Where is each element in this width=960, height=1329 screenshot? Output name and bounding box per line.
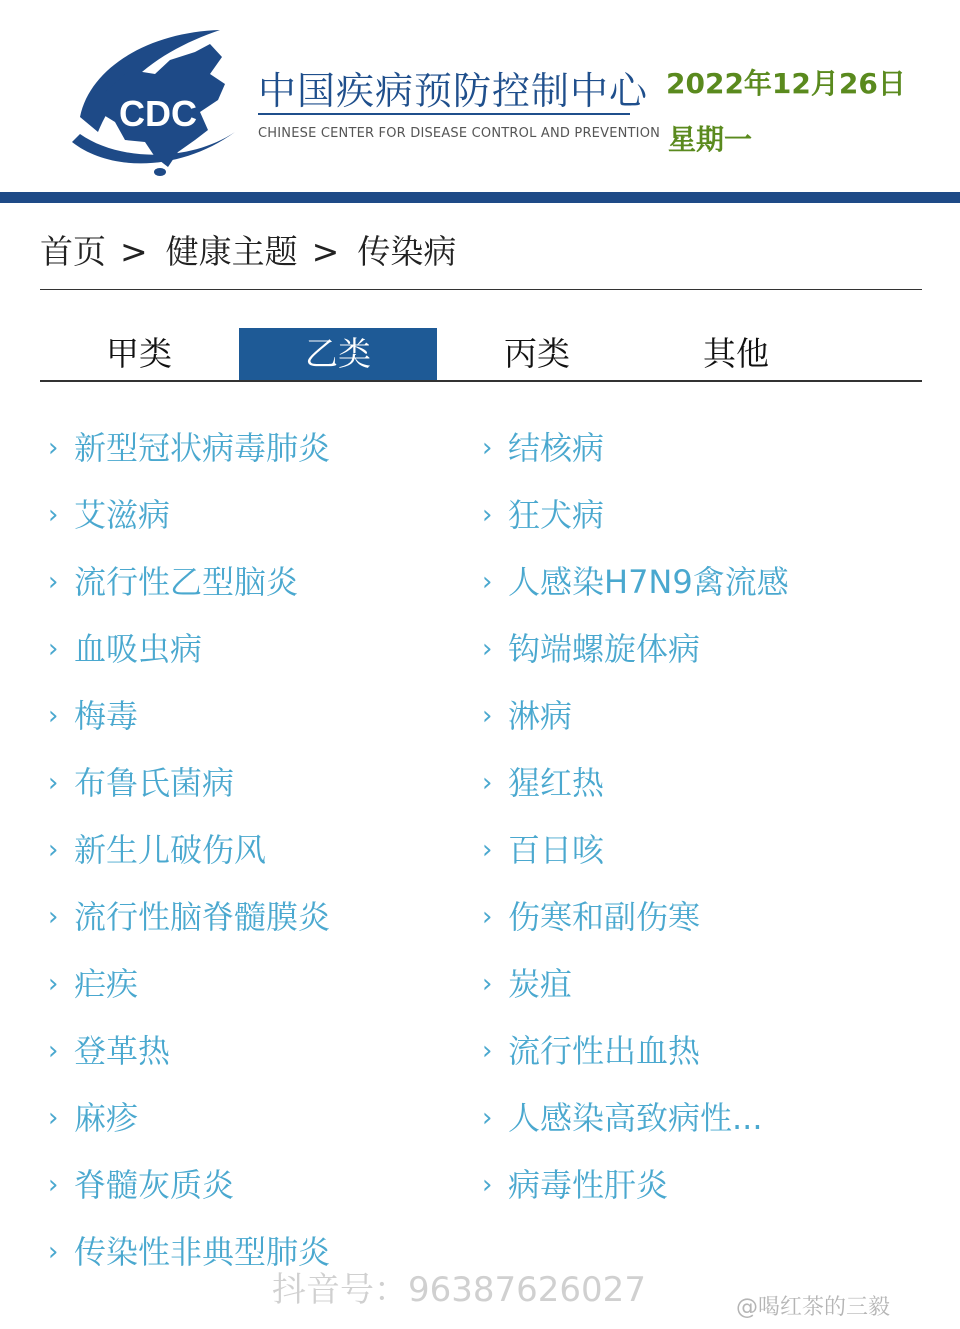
china-map-logo-icon [60, 22, 250, 182]
tab-class-a[interactable]: 甲类 [106, 334, 172, 373]
disease-label: 淋病 [508, 697, 573, 735]
disease-list-left [48, 426, 330, 1297]
disease-label: 钩端螺旋体病 [508, 630, 701, 668]
disease-label: 梅毒 [74, 697, 139, 735]
disease-label: 脊髓灰质炎 [74, 1166, 235, 1204]
disease-label: 人感染H7N9禽流感 [508, 563, 789, 601]
chevron-right-icon: › [482, 1170, 493, 1200]
disease-list-right [482, 426, 789, 1230]
chevron-right-icon: › [48, 567, 59, 597]
chevron-right-icon: › [482, 567, 493, 597]
chevron-right-icon: › [482, 1036, 493, 1066]
disease-link[interactable] [482, 560, 789, 627]
disease-link[interactable] [48, 627, 330, 694]
logo-text: CDC [119, 93, 197, 134]
chevron-right-icon: › [482, 701, 493, 731]
disease-link[interactable] [482, 895, 789, 962]
disease-label: 病毒性肝炎 [508, 1166, 669, 1204]
breadcrumb-divider [40, 289, 922, 290]
disease-label: 传染性非典型肺炎 [74, 1233, 331, 1271]
disease-link[interactable] [48, 426, 330, 493]
breadcrumb-home[interactable]: 首页 [40, 232, 106, 271]
disease-label: 疟疾 [74, 965, 139, 1003]
disease-label: 百日咳 [508, 831, 605, 869]
disease-link[interactable] [48, 1029, 330, 1096]
chevron-right-icon: › [48, 500, 59, 530]
header-divider-bar [0, 192, 960, 203]
chevron-right-icon: › [482, 902, 493, 932]
disease-link[interactable] [482, 828, 789, 895]
chevron-right-icon: › [482, 1103, 493, 1133]
disease-label: 布鲁氏菌病 [74, 764, 235, 802]
disease-label: 流行性乙型脑炎 [74, 563, 299, 601]
disease-link[interactable] [482, 1029, 789, 1096]
chevron-right-icon: › [48, 969, 59, 999]
disease-link[interactable] [482, 761, 789, 828]
chevron-right-icon: › [48, 768, 59, 798]
current-date: 2022年12月26日 [666, 67, 906, 100]
disease-link[interactable] [48, 1096, 330, 1163]
disease-label: 新型冠状病毒肺炎 [74, 429, 331, 467]
tab-class-c[interactable]: 丙类 [504, 334, 570, 373]
current-weekday: 星期一 [668, 123, 753, 156]
disease-link[interactable] [48, 962, 330, 1029]
disease-link[interactable] [48, 1163, 330, 1230]
category-tabs [40, 328, 922, 380]
chevron-right-icon: › [48, 1237, 59, 1267]
tab-other[interactable]: 其他 [703, 334, 769, 373]
breadcrumb-separator: > [311, 232, 340, 271]
site-header [0, 0, 960, 190]
disease-link[interactable] [482, 493, 789, 560]
breadcrumb [40, 226, 456, 273]
disease-label: 炭疽 [508, 965, 573, 1003]
cdc-logo[interactable] [60, 22, 250, 182]
chevron-right-icon: › [48, 1103, 59, 1133]
org-name-en: CHINESE CENTER FOR DISEASE CONTROL AND PREVENTION [258, 126, 661, 141]
disease-label: 流行性出血热 [508, 1032, 701, 1070]
disease-link[interactable] [48, 828, 330, 895]
chevron-right-icon: › [48, 835, 59, 865]
disease-link[interactable] [482, 627, 789, 694]
disease-link[interactable] [48, 694, 330, 761]
disease-link[interactable] [482, 962, 789, 1029]
org-name-cn: 中国疾病预防控制中心 [258, 69, 649, 113]
chevron-right-icon: › [482, 768, 493, 798]
chevron-right-icon: › [48, 634, 59, 664]
breadcrumb-infectious-diseases[interactable]: 传染病 [357, 232, 457, 271]
disease-link[interactable] [48, 560, 330, 627]
disease-link[interactable] [48, 761, 330, 828]
disease-link[interactable] [482, 426, 789, 493]
breadcrumb-health-topics[interactable]: 健康主题 [165, 232, 298, 271]
chevron-right-icon: › [482, 433, 493, 463]
disease-label: 艾滋病 [74, 496, 171, 534]
disease-label: 猩红热 [508, 764, 605, 802]
disease-label: 结核病 [508, 429, 605, 467]
disease-link[interactable] [482, 1163, 789, 1230]
tab-class-b[interactable]: 乙类 [239, 328, 437, 380]
disease-link[interactable] [482, 694, 789, 761]
chevron-right-icon: › [48, 1170, 59, 1200]
chevron-right-icon: › [482, 634, 493, 664]
disease-link[interactable] [48, 895, 330, 962]
disease-link[interactable] [48, 493, 330, 560]
chevron-right-icon: › [48, 1036, 59, 1066]
douyin-watermark: 抖音号：96387626027 [272, 1270, 646, 1310]
disease-label: 血吸虫病 [74, 630, 203, 668]
disease-label: 麻疹 [74, 1099, 139, 1137]
disease-label: 人感染高致病性... [508, 1099, 763, 1137]
tabs-divider [40, 380, 922, 382]
disease-label: 登革热 [74, 1032, 171, 1070]
chevron-right-icon: › [48, 433, 59, 463]
chevron-right-icon: › [482, 969, 493, 999]
chevron-right-icon: › [482, 500, 493, 530]
disease-link[interactable] [482, 1096, 789, 1163]
disease-label: 新生儿破伤风 [74, 831, 267, 869]
disease-label: 狂犬病 [508, 496, 605, 534]
org-name-underline [258, 113, 630, 115]
chevron-right-icon: › [48, 701, 59, 731]
weibo-watermark: @喝红茶的三毅 [736, 1295, 891, 1320]
breadcrumb-separator: > [120, 232, 148, 271]
disease-label: 伤寒和副伤寒 [508, 898, 701, 936]
chevron-right-icon: › [48, 902, 59, 932]
disease-label: 流行性脑脊髓膜炎 [74, 898, 331, 936]
chevron-right-icon: › [482, 835, 493, 865]
